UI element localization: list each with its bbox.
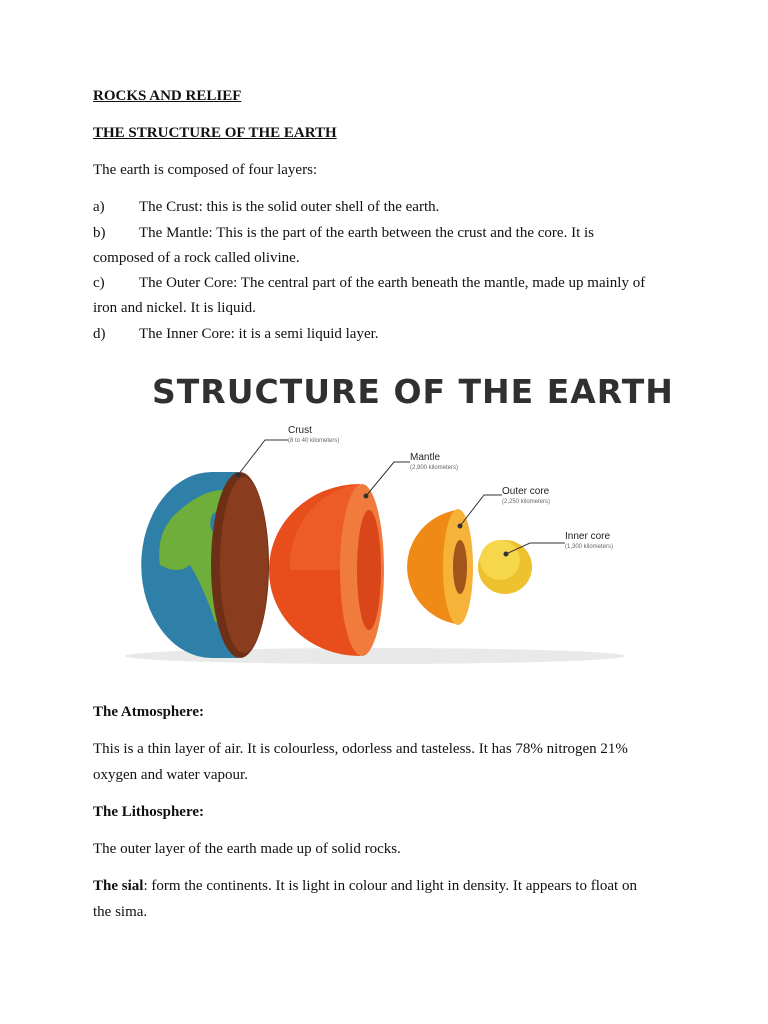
lithosphere-text: The outer layer of the earth made up of solid rocks. [93,841,401,857]
crust-label: Crust [288,425,312,436]
atmosphere-text-line: This is a thin layer of air. It is colourless, odorless and tasteless. It has 78% nitrogen 21% [93,741,628,757]
mantle-label: Mantle [410,452,441,463]
mantle-leader-line [366,462,410,496]
list-item-continuation: composed of a rock called olivine. [93,250,300,266]
crust-leader-line [238,440,288,475]
mantle-layer-icon [269,484,384,656]
list-item-continuation: iron and nickel. It is liquid. [93,300,256,316]
list-item-letter: a) [93,199,105,215]
list-item-text: The Outer Core: The central part of the earth beneath the mantle, made up mainly of [139,275,646,291]
mantle-sublabel: (2,900 kilometers) [410,465,459,471]
list-item-letter: d) [93,326,106,342]
sial-text-line: the sima. [93,904,148,920]
sial-text: : form the continents. It is light in colour and light in density. It appears to float on [143,878,637,894]
list-item-text: The Crust: this is the solid outer shell of the earth. [139,199,440,215]
list-item-text: The Inner Core: it is a semi liquid layer. [139,326,379,342]
intro-text: The earth is composed of four layers: [93,162,318,178]
earth-layers-illustration [120,360,640,680]
earth-globe-icon [141,472,269,658]
atmosphere-heading: The Atmosphere: [93,704,204,720]
list-item-letter: b) [93,225,106,241]
sial-term: The sial [93,878,144,894]
list-item-letter: c) [93,275,105,291]
section-heading: THE STRUCTURE OF THE EARTH [93,125,337,141]
inner-core-sublabel: (1,300 kilometers) [565,544,614,550]
outer-core-label: Outer core [502,486,550,497]
atmosphere-text-line: oxygen and water vapour. [93,767,248,783]
inner-core-layer-icon [478,540,532,594]
lithosphere-heading: The Lithosphere: [93,804,204,820]
outer-core-layer-icon [407,509,473,625]
crust-sublabel: (8 to 40 kilometers) [288,438,340,444]
outer-core-sublabel: (2,250 kilometers) [502,499,551,505]
inner-core-label: Inner core [565,531,611,542]
list-item-text: The Mantle: This is the part of the earth between the crust and the core. It is [139,225,594,241]
document-title: ROCKS AND RELIEF [93,88,242,104]
earth-structure-figure [120,360,674,680]
sial-paragraph [93,879,637,894]
figure-title: STRUCTURE OF THE EARTH [152,372,674,411]
